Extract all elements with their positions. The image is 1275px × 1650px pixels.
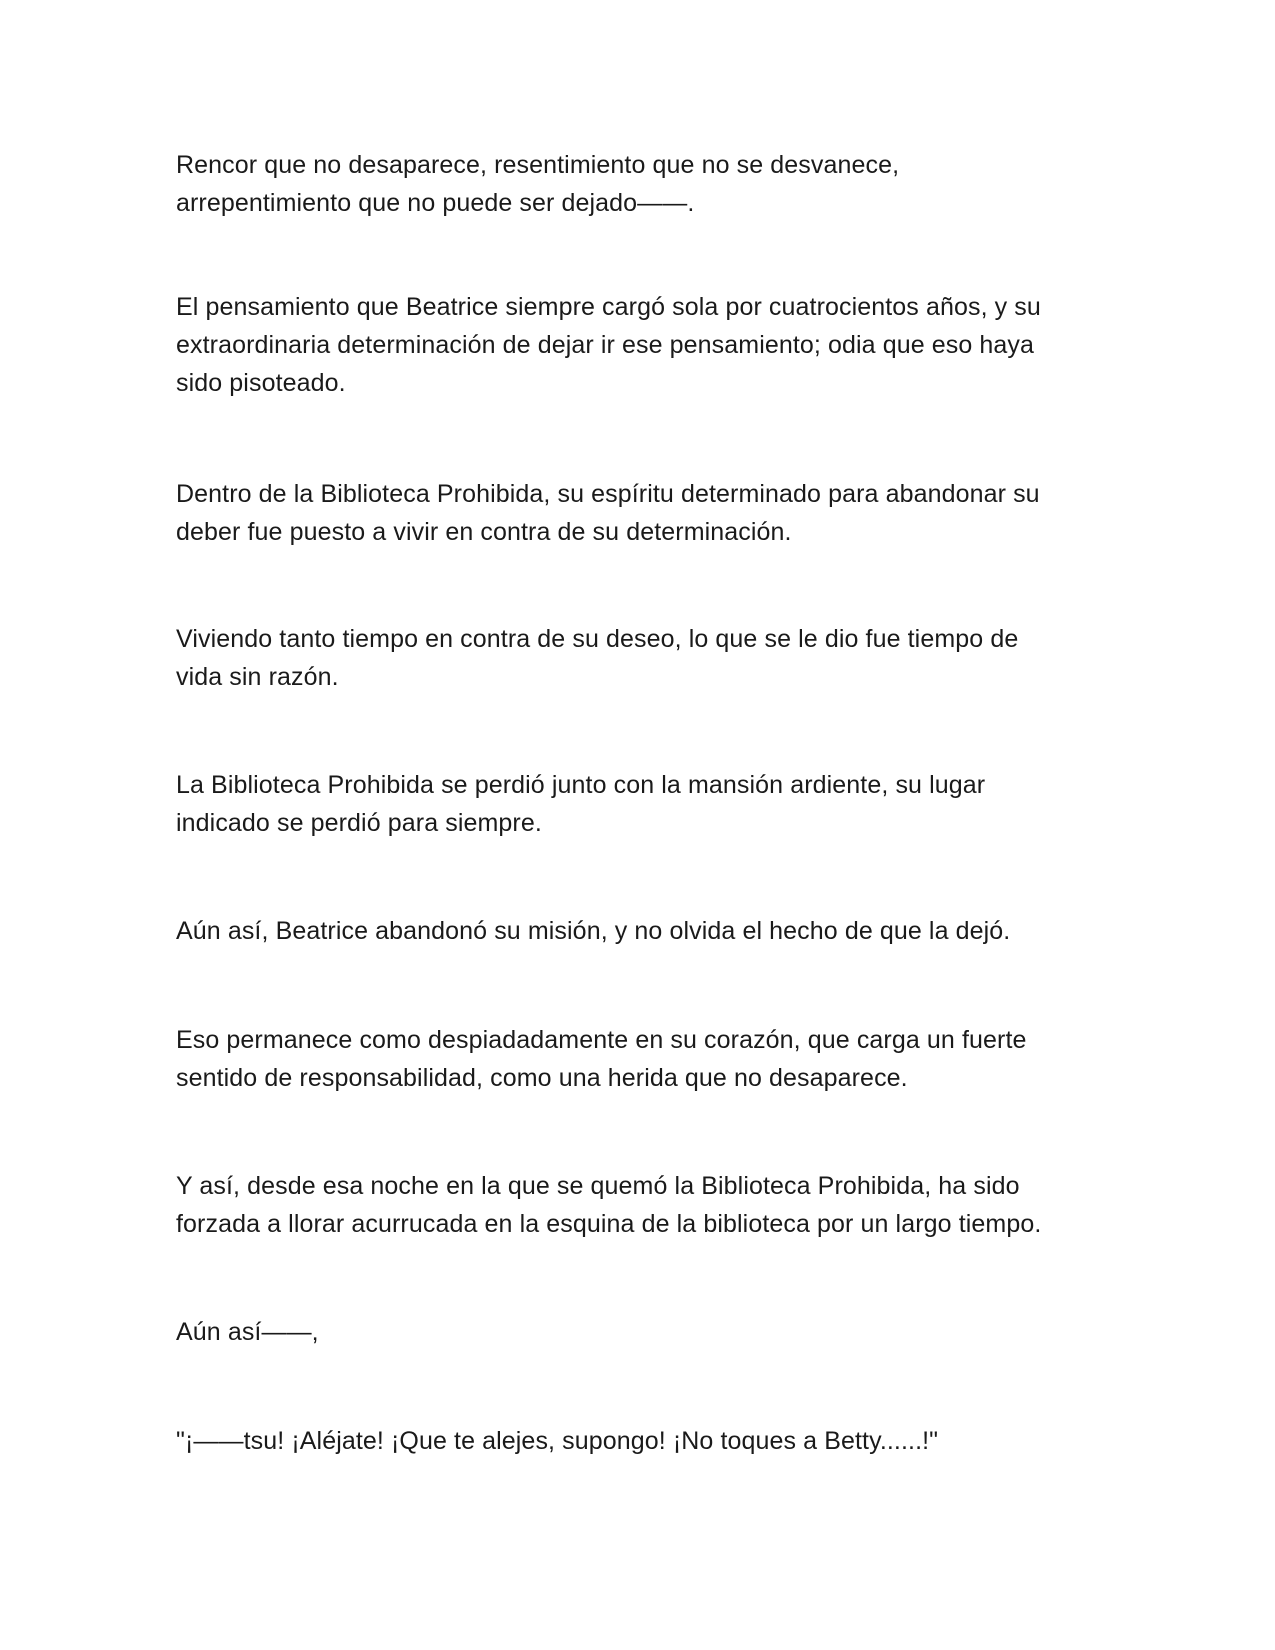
text-line: Y así, desde esa noche en la que se quemó la Biblioteca Prohibida, ha sido [176, 1172, 1020, 1200]
text-line: Rencor que no desaparece, resentimiento que no se desvanece, [176, 151, 900, 179]
paragraph-5 [176, 766, 1106, 842]
text-line: arrepentimiento que no puede ser dejado——. [176, 189, 695, 217]
text-line: Aún así——, [176, 1318, 319, 1346]
paragraph-6 [176, 912, 1106, 950]
paragraph-1 [176, 146, 1106, 222]
paragraph-3 [176, 475, 1106, 551]
paragraph-9 [176, 1313, 1106, 1351]
text-line: La Biblioteca Prohibida se perdió junto con la mansión ardiente, su lugar [176, 771, 986, 799]
text-line: Aún así, Beatrice abandonó su misión, y no olvida el hecho de que la dejó. [176, 917, 1011, 945]
text-line: El pensamiento que Beatrice siempre cargó sola por cuatrocientos años, y su [176, 293, 1041, 321]
text-line: sentido de responsabilidad, como una herida que no desaparece. [176, 1064, 908, 1092]
text-line: indicado se perdió para siempre. [176, 809, 542, 837]
text-line: Viviendo tanto tiempo en contra de su deseo, lo que se le dio fue tiempo de [176, 625, 1019, 653]
paragraph-7 [176, 1021, 1106, 1097]
paragraph-10 [176, 1422, 1106, 1460]
text-line: "¡——tsu! ¡Aléjate! ¡Que te alejes, supongo! ¡No toques a Betty......!" [176, 1427, 939, 1455]
paragraph-2 [176, 288, 1106, 402]
paragraph-8 [176, 1167, 1106, 1243]
text-line: forzada a llorar acurrucada en la esquina de la biblioteca por un largo tiempo. [176, 1210, 1042, 1238]
paragraph-4 [176, 620, 1106, 696]
text-line: sido pisoteado. [176, 369, 346, 397]
text-line: Eso permanece como despiadadamente en su corazón, que carga un fuerte [176, 1026, 1027, 1054]
text-line: vida sin razón. [176, 663, 339, 691]
text-line: Dentro de la Biblioteca Prohibida, su espíritu determinado para abandonar su [176, 480, 1040, 508]
text-line: deber fue puesto a vivir en contra de su determinación. [176, 518, 792, 546]
text-line: extraordinaria determinación de dejar ir ese pensamiento; odia que eso haya [176, 331, 1035, 359]
